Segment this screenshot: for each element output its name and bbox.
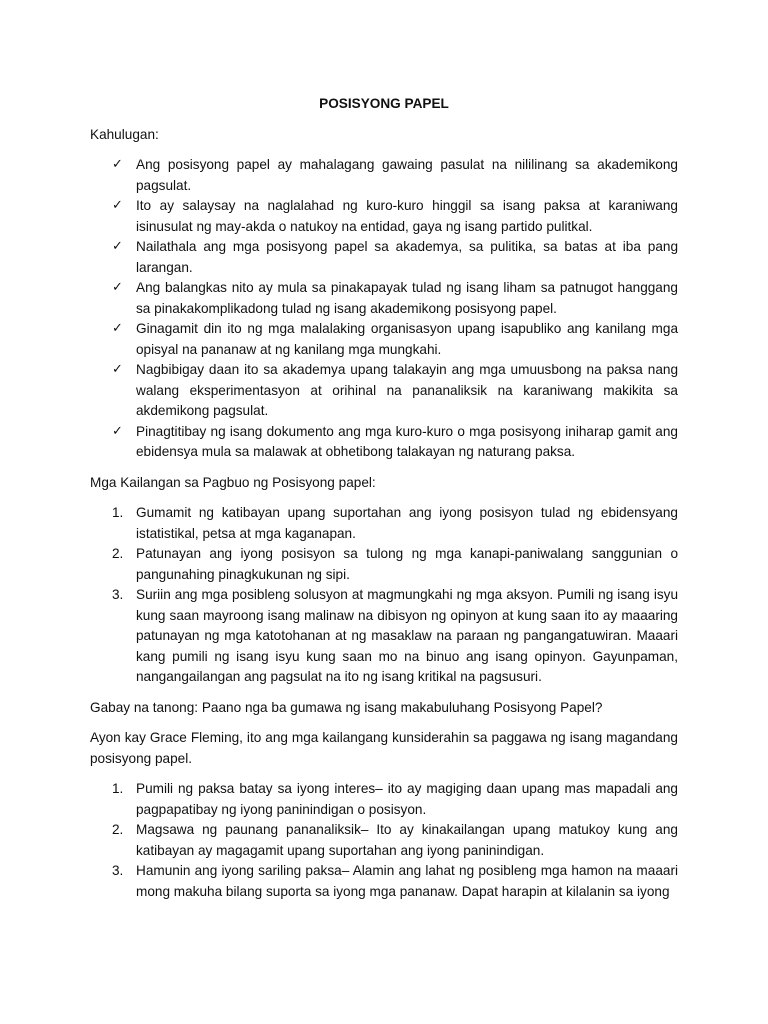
list-item bbox=[90, 278, 678, 319]
list-item-text: Ang posisyong papel ay mahalagang gawaing pasulat na nililinang sa akademikong pagsulat. bbox=[136, 157, 678, 193]
list-item-text: Gumamit ng katibayan upang suportahan ang iyong posisyon tulad ng ebidensyang istatistikal, petsa at mga kaganapan. bbox=[136, 505, 678, 541]
list-item bbox=[90, 155, 678, 196]
list-item bbox=[90, 319, 678, 360]
list-item-text: Ang balangkas nito ay mula sa pinakapayak tulad ng isang liham sa patnugot hanggang sa pinakakomplikadong tulad ng isang akademikong posisyong papel. bbox=[136, 280, 678, 316]
list-item-text: Magsawa ng paunang pananaliksik– Ito ay kinakailangan upang matukoy kung ang katibayan ay magagamit upang suportahan ang iyong paninindigan. bbox=[136, 822, 678, 858]
list-item-text: Ito ay salaysay na naglalahad ng kuro-kuro hinggil sa isang paksa at karaniwang isinusulat ng may-akda o natukoy na entidad, gaya ng isang partido pulitkal. bbox=[136, 198, 678, 234]
list-number: 2. bbox=[112, 546, 124, 561]
checkmark-icon: ✓ bbox=[112, 280, 123, 295]
list-item-text: Suriin ang mga posibleng solusyon at magmungkahi ng mga aksyon. Pumili ng isang isyu kung saan mayroong isang malinaw na dibisyon ng opinyon at kung saan ito ay maaaring patunayan ng mga katotohanan at ng masaklaw na paraan ng pangangatuwiran. Maaari kang pumili ng isang isyu kung saan mo na binuo ang isang opinyon. Gayunpaman, nangangailangan ang pagsulat na ito ng isang kritikal na pagsusuri. bbox=[136, 587, 678, 684]
kahulugan-list bbox=[90, 155, 678, 463]
list-item-text: Pinagtitibay ng isang dokumento ang mga kuro-kuro o mga posisyong iniharap gamit ang ebidensya mula sa malawak at obhetibong talakayan ng naturang paksa. bbox=[136, 423, 678, 459]
list-item bbox=[90, 820, 678, 861]
kailangan-list bbox=[90, 503, 678, 688]
list-item bbox=[90, 422, 678, 463]
kahulugan-label: Kahulugan: bbox=[90, 126, 159, 142]
list-item bbox=[90, 196, 678, 237]
fleming-list bbox=[90, 779, 678, 902]
list-item-text: Patunayan ang iyong posisyon sa tulong ng mga kanapi-paniwalang sanggunian o pangunahing pinagkukunan ng sipi. bbox=[136, 546, 678, 582]
list-item bbox=[90, 360, 678, 422]
list-item-text: Nailathala ang mga posisyong papel sa akademya, sa pulitika, sa batas at iba pang larangan. bbox=[136, 239, 678, 275]
kailangan-label: Mga Kailangan sa Pagbuo ng Posisyong papel: bbox=[90, 474, 376, 490]
list-item bbox=[90, 585, 678, 688]
fleming-paragraph: Ayon kay Grace Fleming, ito ang mga kailangang kunsiderahin sa paggawa ng isang magandang posisyong papel. bbox=[90, 730, 678, 766]
document-page bbox=[90, 94, 678, 912]
list-number: 3. bbox=[112, 587, 124, 602]
list-number: 1. bbox=[112, 505, 124, 520]
list-number: 2. bbox=[112, 822, 124, 837]
checkmark-icon: ✓ bbox=[112, 321, 123, 336]
gabay-paragraph: Gabay na tanong: Paano nga ba gumawa ng isang makabuluhang Posisyong Papel? bbox=[90, 699, 603, 715]
checkmark-icon: ✓ bbox=[112, 423, 123, 439]
document-title: POSISYONG PAPEL bbox=[319, 96, 449, 111]
list-item-text: Ginagamit din ito ng mga malalaking organisasyon upang isapubliko ang kanilang mga opisyal na pananaw at ng kanilang mga mungkahi. bbox=[136, 321, 678, 357]
checkmark-icon: ✓ bbox=[112, 198, 123, 213]
list-item bbox=[90, 503, 678, 544]
list-item-text: Pumili ng paksa batay sa iyong interes– ito ay magiging daan upang mas mapadali ang pagpapatibay ng iyong paninindigan o posisyon. bbox=[136, 781, 678, 817]
checkmark-icon: ✓ bbox=[112, 157, 123, 172]
checkmark-icon: ✓ bbox=[112, 362, 123, 377]
checkmark-icon: ✓ bbox=[112, 239, 123, 254]
list-item-text: Nagbibigay daan ito sa akademya upang talakayin ang mga umuusbong na paksa nang walang eksperimentasyon at orihinal na pananaliksik na karaniwang makikita sa akdemikong pagsulat. bbox=[136, 362, 678, 418]
list-item bbox=[90, 779, 678, 820]
list-item bbox=[90, 544, 678, 585]
list-number: 3. bbox=[112, 863, 124, 878]
list-number: 1. bbox=[112, 781, 124, 796]
list-item bbox=[90, 237, 678, 278]
list-item-text: Hamunin ang iyong sariling paksa– Alamin ang lahat ng posibleng mga hamon na maaari mong makuha bilang suporta sa iyong mga pananaw. Dapat harapin at kilalanin sa iyong bbox=[136, 863, 678, 899]
list-item bbox=[90, 861, 678, 902]
